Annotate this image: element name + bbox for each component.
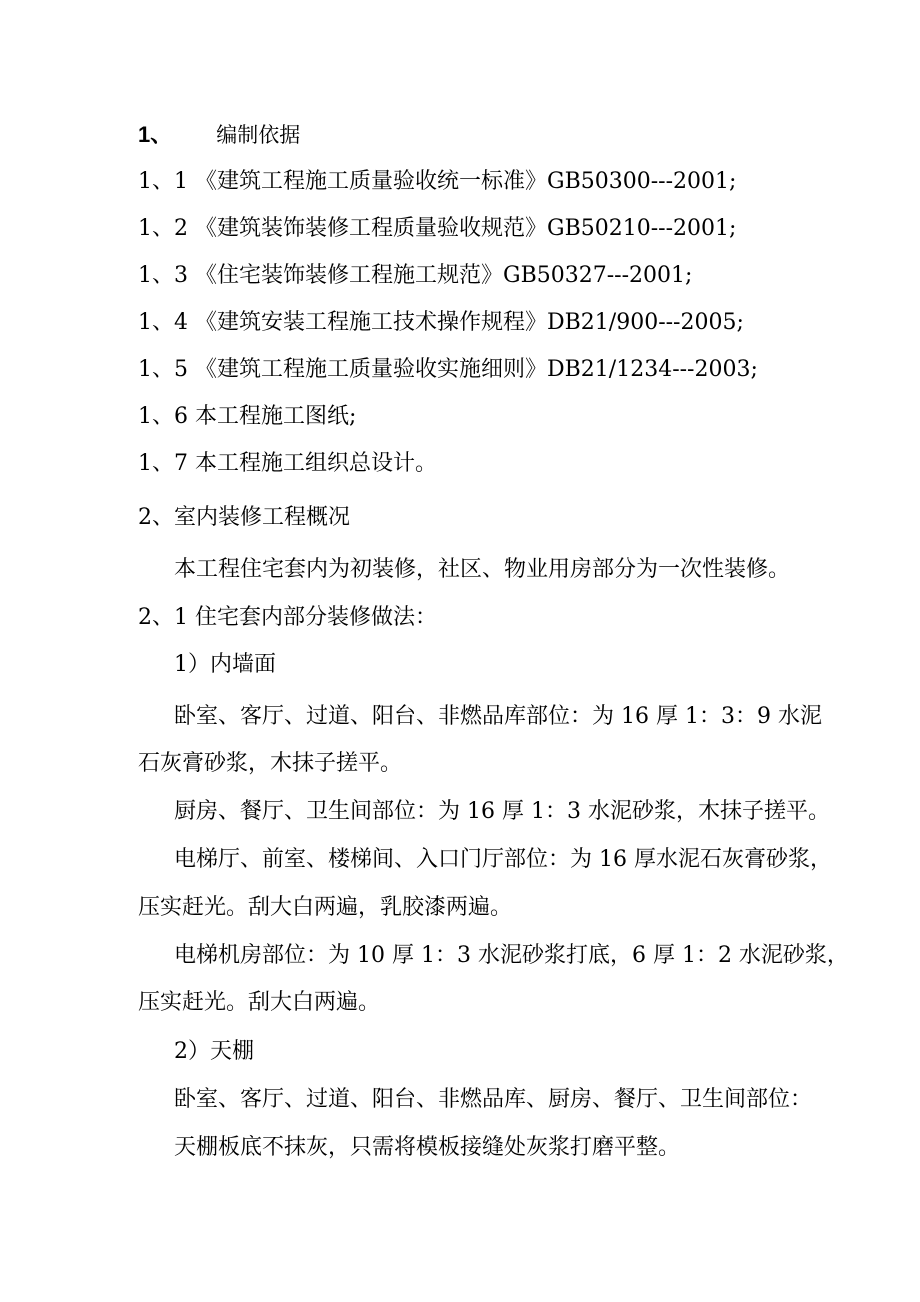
wall-paragraph-4-line-2: 压实赶光。刮大白两遍。 [138,990,381,1015]
ceiling-paragraph-line-2: 天棚板底不抹灰，只需将模板接缝处灰浆打磨平整。 [174,1135,681,1160]
reference-item: 1、6 本工程施工图纸; [138,404,357,429]
reference-item: 1、3 《住宅装饰装修工程施工规范》GB50327---2001; [138,263,693,288]
section1-heading [138,120,300,151]
wall-title: 1）内墙面 [174,652,276,677]
reference-item: 1、4 《建筑安装工程施工技术操作规程》DB21/900---2005; [138,310,744,335]
wall-paragraph-1-line-2: 石灰膏砂浆，木抹子搓平。 [138,751,403,776]
section2-title: 2、室内装修工程概况 [138,505,350,530]
wall-paragraph-3-line-2: 压实赶光。刮大白两遍，乳胶漆两遍。 [138,895,513,920]
section1-title: 编制依据 [216,123,301,147]
wall-paragraph-4-line-1: 电梯机房部位：为 10 厚 1：3 水泥砂浆打底，6 厚 1：2 水泥砂浆， [174,943,849,968]
reference-item: 1、2 《建筑装饰装修工程质量验收规范》GB50210---2001; [138,216,737,241]
reference-item: 1、5 《建筑工程施工质量验收实施细则》DB21/1234---2003; [138,357,758,382]
subsection-title: 2、1 住宅套内部分装修做法： [138,605,437,630]
section1-number: 1、 [138,122,173,147]
wall-paragraph-1-line-1: 卧室、客厅、过道、阳台、非燃品库部位：为 16 厚 1：3：9 水泥 [174,704,822,729]
ceiling-title: 2）天棚 [174,1039,254,1064]
section2-intro: 本工程住宅套内为初装修，社区、物业用房部分为一次性装修。 [174,557,791,582]
reference-item: 1、1 《建筑工程施工质量验收统一标准》GB50300---2001; [138,169,737,194]
wall-paragraph-3-line-1: 电梯厅、前室、楼梯间、入口门厅部位：为 16 厚水泥石灰膏砂浆， [174,847,832,872]
ceiling-paragraph-line-1: 卧室、客厅、过道、阳台、非燃品库、厨房、餐厅、卫生间部位： [174,1087,813,1112]
reference-item: 1、7 本工程施工组织总设计。 [138,451,437,476]
wall-paragraph-2: 厨房、餐厅、卫生间部位：为 16 厚 1：3 水泥砂浆，木抹子搓平。 [174,799,830,824]
